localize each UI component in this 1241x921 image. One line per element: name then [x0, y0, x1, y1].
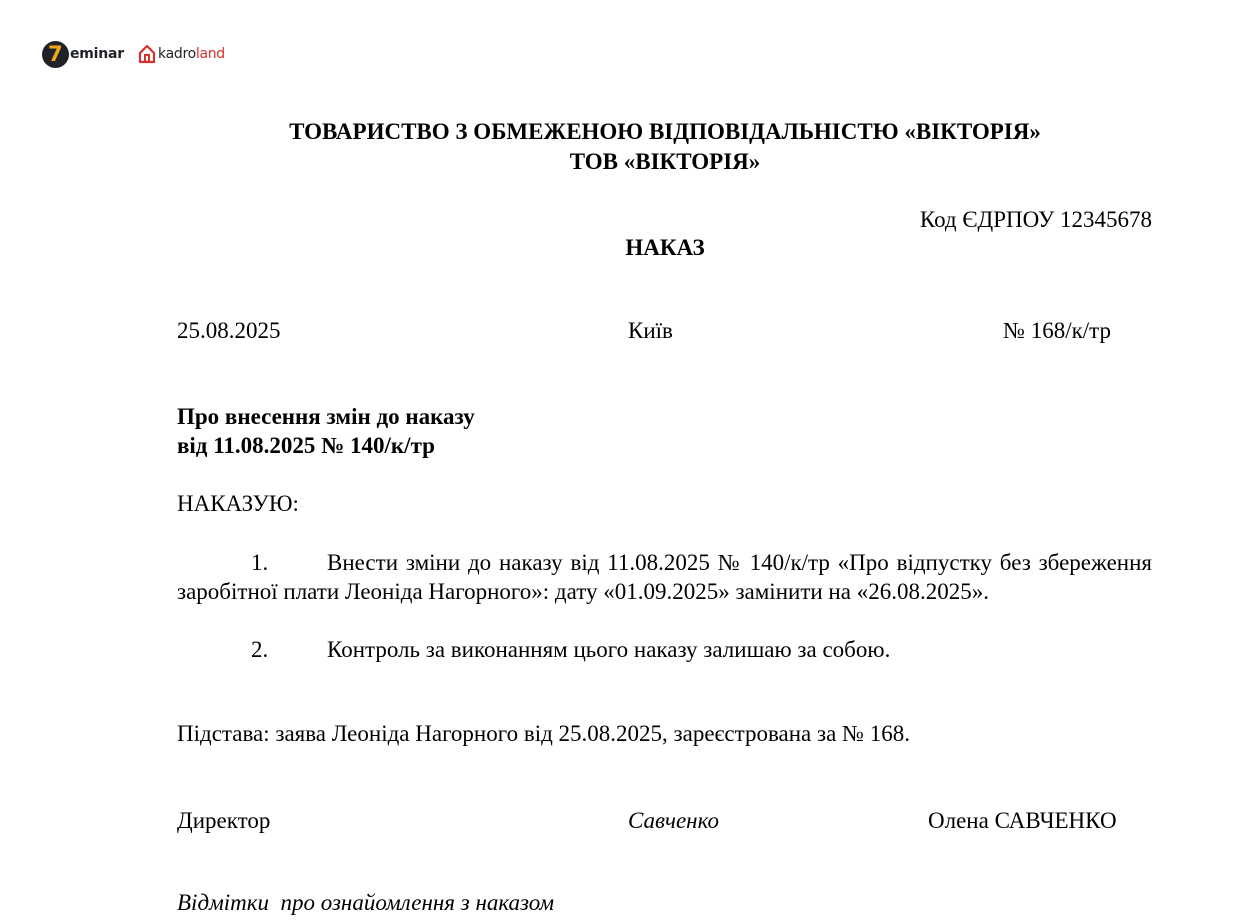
- subject-line-1: Про внесення змін до наказу: [177, 404, 475, 429]
- zeminar-logo-icon: 7: [42, 41, 69, 68]
- item-text: Контроль за виконанням цього наказу залишаю за собою.: [327, 637, 891, 662]
- document-type: НАКАЗ: [625, 235, 705, 260]
- zeminar-logo-wordmark: eminar: [70, 46, 125, 62]
- subject-line-2: від 11.08.2025 № 140/к/тр: [177, 433, 435, 458]
- org-full-name: ТОВАРИСТВО З ОБМЕЖЕНОЮ ВІДПОВІДАЛЬНІСТЮ «ВІКТОРІЯ»: [289, 119, 1041, 144]
- order-number: № 168/к/тр: [1003, 318, 1111, 343]
- order-city: Київ: [628, 318, 673, 343]
- order-item-2: [177, 635, 1152, 664]
- org-short-name: ТОВ «ВІКТОРІЯ»: [569, 149, 761, 174]
- acquaintance-note: Відмітки про ознайомлення з наказом: [177, 890, 555, 915]
- item-text: Внести зміни до наказу від 11.08.2025 № 140/к/тр «Про відпустку без збереження заробітної плати Леоніда Нагорного»: дату «01.09.2025» замінити на «26.08.2025».: [177, 550, 1152, 604]
- order-date: 25.08.2025: [177, 318, 281, 343]
- kadroland-house-icon: [138, 44, 156, 64]
- order-word: НАКАЗУЮ:: [177, 491, 299, 516]
- order-basis: Підстава: заява Леоніда Нагорного від 25.08.2025, зареєстрована за № 168.: [177, 721, 910, 746]
- edrpou-code: Код ЄДРПОУ 12345678: [919, 207, 1152, 232]
- signatory-position: Директор: [177, 808, 271, 833]
- brand-logos: [42, 38, 225, 70]
- order-item-1: [177, 548, 1152, 606]
- signatory-signature: Савченко: [628, 808, 719, 833]
- kadroland-logo: [138, 44, 225, 64]
- signatory-name: Олена САВЧЕНКО: [928, 808, 1117, 833]
- kadroland-logo-wordmark: kadroland: [158, 46, 225, 62]
- item-number: 1.: [251, 550, 269, 575]
- item-number: 2.: [251, 637, 269, 662]
